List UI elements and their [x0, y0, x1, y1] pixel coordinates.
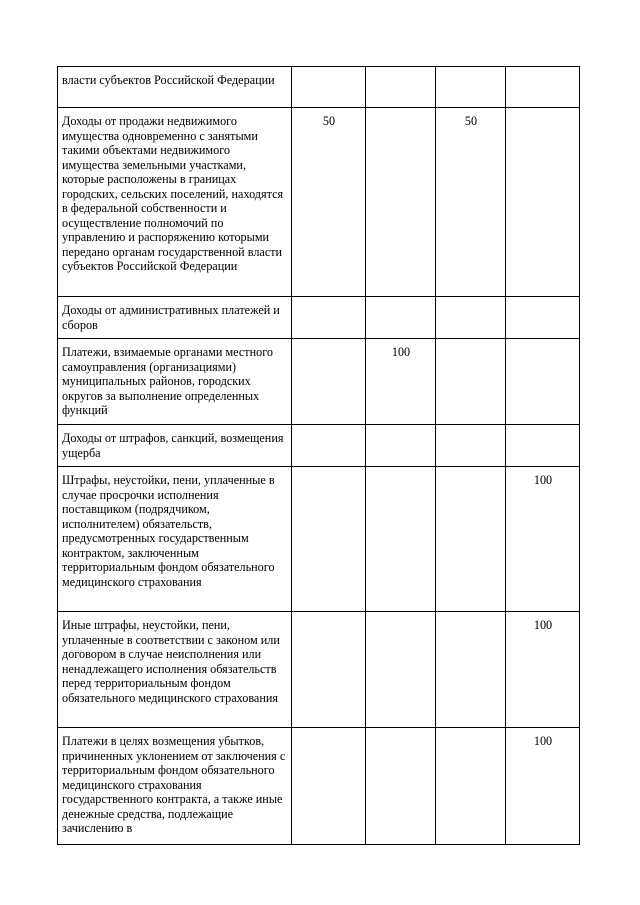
- value-cell: [436, 467, 506, 612]
- value-cell: [292, 612, 366, 728]
- value-cell: 50: [292, 108, 366, 297]
- row-name-cell: [58, 728, 292, 845]
- row-name-cell: [58, 612, 292, 728]
- value-cell: [292, 339, 366, 425]
- row-name-text: Штрафы, неустойки, пени, уплаченные в случае просрочки исполнения поставщиком (подрядчиком, исполнителем) обязательств, предусмотренных государственным контрактом, заключенным территориальным фондом обязательного медицинского страхования: [62, 473, 275, 589]
- row-name-text: Доходы от административных платежей и сборов: [62, 303, 280, 332]
- row-name-cell: [58, 467, 292, 612]
- row-name-cell: [58, 108, 292, 297]
- value-cell: 100: [506, 467, 580, 612]
- value-cell: [292, 467, 366, 612]
- value-cell: [436, 297, 506, 339]
- table-row: [58, 339, 580, 425]
- value-cell: [436, 728, 506, 845]
- row-name-text: Платежи, взимаемые органами местного самоуправления (организациями) муниципальных районов, городских округов за выполнение определенных функций: [62, 345, 274, 417]
- value-cell: [366, 467, 436, 612]
- row-name-text: Платежи в целях возмещения убытков, причиненных уклонением от заключения с территориальным фондом обязательного медицинского страхования государственного контракта, а также иные денежные средства, подлежащие зачислению в: [62, 734, 286, 835]
- value-cell: [366, 67, 436, 108]
- value-cell: 100: [506, 612, 580, 728]
- row-name-cell: [58, 425, 292, 467]
- row-name-text: Доходы от продажи недвижимого имущества одновременно с занятыми такими объектами недвижимого имущества земельными участками, которые расположены в границах городских, сельских поселений, находятся в федеральной собственности и осуществление полномочий по управлению и распоряжению которыми передано органам государственной власти субъектов Российской Федерации: [62, 114, 284, 273]
- value-cell: [506, 108, 580, 297]
- table-row: [58, 108, 580, 297]
- table-row: [58, 728, 580, 845]
- value-cell: 100: [506, 728, 580, 845]
- value-cell: [506, 339, 580, 425]
- value-cell: 50: [436, 108, 506, 297]
- value-cell: [506, 425, 580, 467]
- value-cell: [292, 67, 366, 108]
- revenue-distribution-table: [57, 66, 580, 845]
- value-cell: 100: [366, 339, 436, 425]
- value-cell: [436, 67, 506, 108]
- table-row: [58, 425, 580, 467]
- value-cell: [366, 425, 436, 467]
- row-name-text: Иные штрафы, неустойки, пени, уплаченные в соответствии с законом или договором в случае неисполнения или ненадлежащего исполнения обязательств перед территориальным фондом обязательного медицинского страхования: [62, 618, 280, 705]
- value-cell: [366, 612, 436, 728]
- value-cell: [292, 297, 366, 339]
- row-name-text: власти субъектов Российской Федерации: [62, 73, 275, 87]
- value-cell: [506, 297, 580, 339]
- table-row: [58, 612, 580, 728]
- value-cell: [292, 728, 366, 845]
- value-cell: [292, 425, 366, 467]
- value-cell: [366, 728, 436, 845]
- table-row: [58, 67, 580, 108]
- row-name-cell: [58, 67, 292, 108]
- value-cell: [366, 108, 436, 297]
- value-cell: [436, 425, 506, 467]
- row-name-text: Доходы от штрафов, санкций, возмещения ущерба: [62, 431, 284, 460]
- table-row: [58, 467, 580, 612]
- table-row: [58, 297, 580, 339]
- row-name-cell: [58, 297, 292, 339]
- value-cell: [506, 67, 580, 108]
- value-cell: [436, 339, 506, 425]
- row-name-cell: [58, 339, 292, 425]
- value-cell: [366, 297, 436, 339]
- value-cell: [436, 612, 506, 728]
